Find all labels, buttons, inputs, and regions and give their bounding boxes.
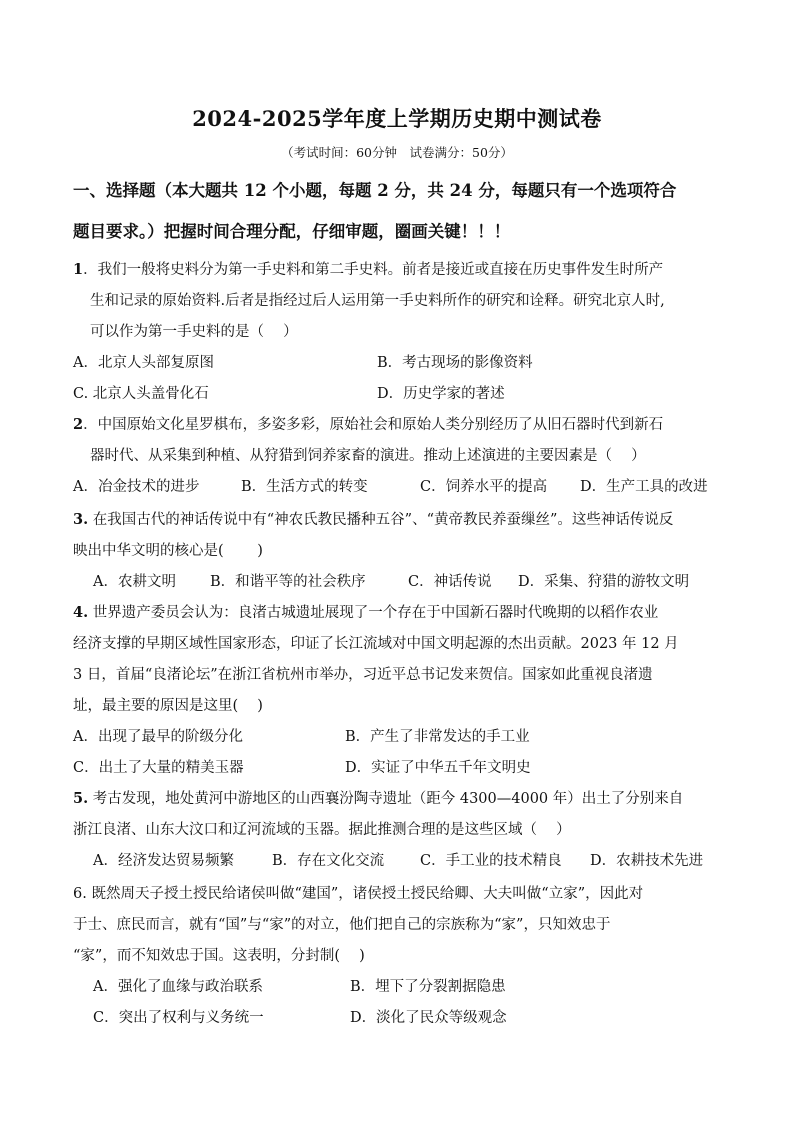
question-1-line3: 可以作为第一手史料的是（ ） xyxy=(90,324,298,340)
question-2 xyxy=(73,413,663,434)
q1-option-d: D．历史学家的著述 xyxy=(377,386,505,402)
q6-option-b: B．埋下了分裂割据隐患 xyxy=(350,979,506,995)
q6-option-c: C．突出了权利与义务统一 xyxy=(93,1010,264,1026)
q3-option-c: C．神话传说 xyxy=(408,574,492,590)
question-number: 2 xyxy=(73,416,84,433)
question-4-line3: 3 日，首届“良渚论坛”在浙江省杭州市举办，习近平总书记发来贺信。国家如此重视良渚遗 xyxy=(73,667,653,683)
question-2-line2: 器时代、从采集到种植、从狩猎到饲养家畜的演进。推动上述演进的主要因素是（ ） xyxy=(90,448,646,464)
question-number: 6. xyxy=(73,886,87,902)
q1-option-b: B．考古现场的影像资料 xyxy=(377,355,533,371)
question-3-line2: 映出中华文明的核心是( ) xyxy=(73,543,263,559)
question-6 xyxy=(73,882,643,903)
question-text: 既然周天子授土授民给诸侯叫做“建国”，诸侯授土授民给卿、大夫叫做“立家”，因此对 xyxy=(86,886,644,902)
q4-option-b: B．产生了非常发达的手工业 xyxy=(345,729,530,745)
question-1 xyxy=(73,258,663,279)
q4-option-c: C．出土了大量的精美玉器 xyxy=(73,760,244,776)
q5-option-c: C．手工业的技术精良 xyxy=(420,853,562,869)
q1-option-c: C. 北京人头盖骨化石 xyxy=(73,386,209,402)
question-number: 1 xyxy=(73,261,84,278)
question-number: 5. xyxy=(73,790,89,807)
q3-option-d: D．采集、狩猎的游牧文明 xyxy=(518,574,690,590)
question-1-line2: 生和记录的原始资料.后者是指经过后人运用第一手史料所作的研究和诠释。研究北京人时, xyxy=(90,293,665,309)
question-text: 考古发现，地处黄河中游地区的山西襄汾陶寺遗址（距今 4300—4000 年）出土了分别来自 xyxy=(88,791,684,807)
question-5 xyxy=(73,787,683,808)
question-number: 4. xyxy=(73,604,89,621)
question-3 xyxy=(73,508,673,529)
q2-option-d: D．生产工具的改进 xyxy=(580,479,708,495)
q5-option-d: D．农耕技术先进 xyxy=(590,853,704,869)
question-text: ．我们一般将史料分为第一手史料和第二手史料。前者是接近或直接在历史事件发生时所产 xyxy=(83,262,664,278)
question-number: 3. xyxy=(73,511,89,528)
q2-option-b: B．生活方式的转变 xyxy=(241,479,368,495)
question-4-line4: 址，最主要的原因是这里( ) xyxy=(73,698,263,714)
question-5-line2: 浙江良渚、山东大汶口和辽河流域的玉器。据此推测合理的是这些区域（ ） xyxy=(73,822,571,838)
section-heading-line2: 题目要求。）把握时间合理分配，仔细审题，圈画关键！！！ xyxy=(73,222,511,241)
question-4-line2: 经济支撑的早期区域性国家形态，印证了长江流域对中国文明起源的杰出贡献。2023 年 12 月 xyxy=(73,636,679,652)
q4-option-d: D．实证了中华五千年文明史 xyxy=(345,760,531,776)
question-text: ．中国原始文化星罗棋布，多姿多彩，原始社会和原始人类分别经历了从旧石器时代到新石 xyxy=(83,417,664,433)
q2-option-a: A．冶金技术的进步 xyxy=(73,479,200,495)
q4-option-a: A．出现了最早的阶级分化 xyxy=(73,729,243,745)
q3-option-b: B．和谐平等的社会秩序 xyxy=(210,574,366,590)
question-text: 在我国古代的神话传说中有“神农氏教民播种五谷”、“黄帝教民养蚕缫丝”。这些神话传说反 xyxy=(88,512,674,528)
question-6-line3: “家”，而不知效忠于国。这表明，分封制( ) xyxy=(73,948,365,964)
q1-option-a: A．北京人头部复原图 xyxy=(73,355,214,371)
q6-option-d: D．淡化了民众等级观念 xyxy=(350,1010,507,1026)
q5-option-a: A．经济发达贸易频繁 xyxy=(93,853,234,869)
exam-title: 2024-2025学年度上学期历史期中测试卷 xyxy=(192,106,602,131)
q3-option-a: A．农耕文明 xyxy=(93,574,176,590)
q2-option-c: C．饲养水平的提高 xyxy=(420,479,548,495)
question-4 xyxy=(73,601,658,622)
section-heading-line1: 一、选择题（本大题共 12 个小题，每题 2 分，共 24 分，每题只有一个选项符合 xyxy=(73,181,677,200)
question-text: 世界遗产委员会认为：良渚古城遗址展现了一个存在于中国新石器时代晚期的以稻作农业 xyxy=(88,605,659,621)
q5-option-b: B．存在文化交流 xyxy=(272,853,385,869)
exam-subtitle: （考试时间：60分钟 试卷满分：50分） xyxy=(281,145,513,160)
question-6-line2: 于士、庶民而言，就有“国”与“家”的对立，他们把自己的宗族称为“家”，只知效忠于 xyxy=(73,917,611,933)
q6-option-a: A．强化了血缘与政治联系 xyxy=(93,979,263,995)
